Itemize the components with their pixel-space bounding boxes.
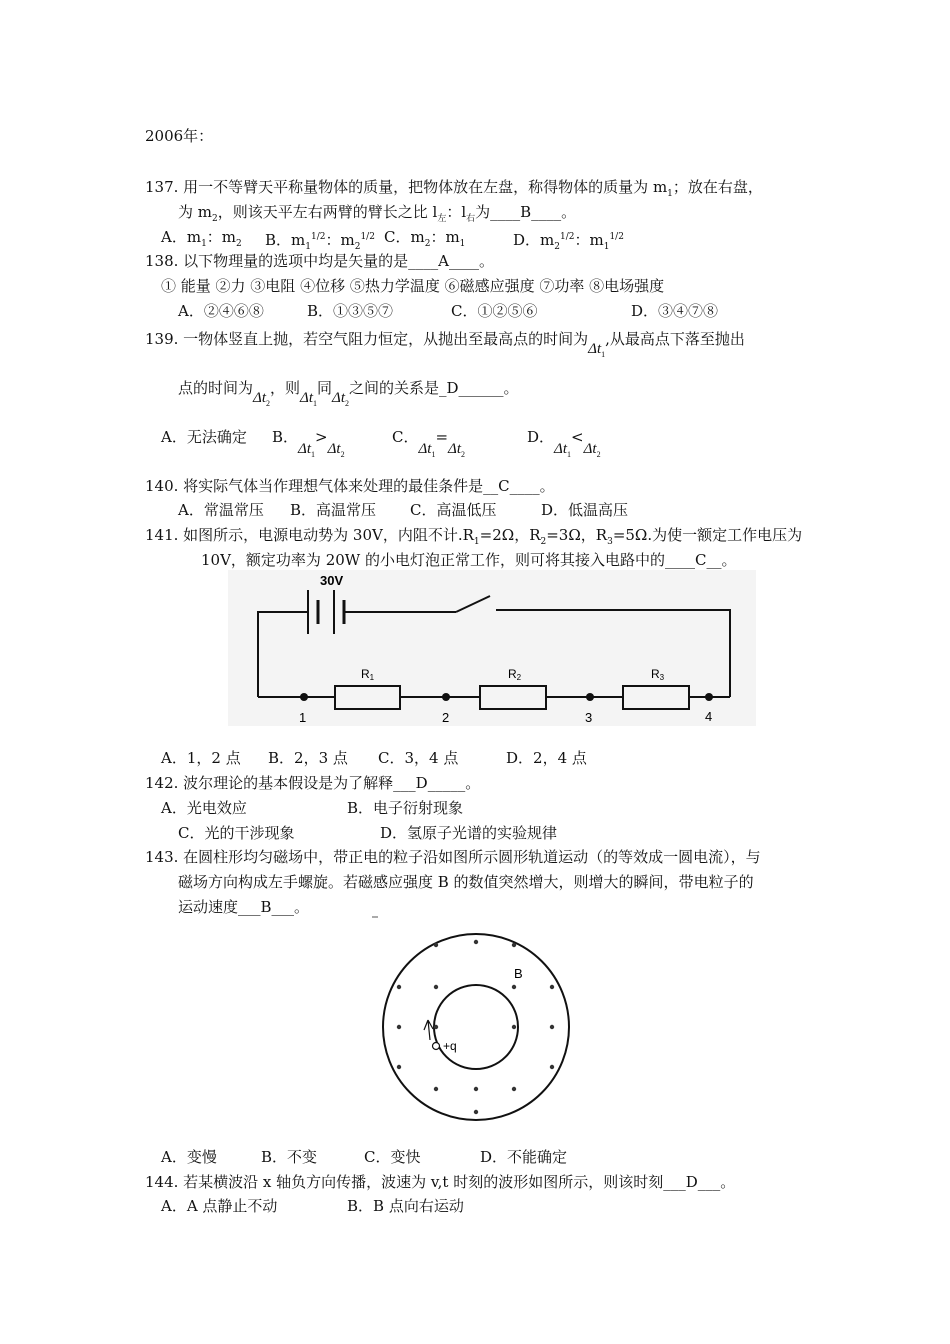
field-label: B	[514, 966, 523, 981]
field-dot	[397, 985, 401, 989]
q141-text: 141. 如图所示，电源电动势为 30V，内阻不计.R	[145, 526, 474, 544]
q139-text: ,从最高点下落至抛出	[605, 330, 745, 348]
outer-field-boundary	[383, 934, 569, 1120]
node-label-1: 1	[299, 710, 307, 725]
q137-text: ，则该天平左右两臂的臂长之比 l	[217, 203, 438, 221]
q137-sub: 2	[554, 242, 560, 252]
q137-sup: 1/2	[560, 232, 575, 242]
q137-option-a	[161, 227, 242, 254]
q137-text: ：m	[325, 231, 355, 249]
q137-sup: 1/2	[609, 232, 624, 242]
q141-option-c: C．3，4 点	[378, 749, 459, 767]
field-dot	[550, 1025, 554, 1029]
q142-option-c: C．光的干涉现象	[178, 824, 295, 842]
field-dot	[474, 940, 478, 944]
circuit-diagram	[228, 570, 756, 726]
q139-option-c	[392, 427, 466, 459]
q142-option-a: A．光电效应	[161, 799, 247, 817]
r-sub: 3	[659, 673, 665, 682]
q139-text: 点的时间为	[178, 379, 254, 397]
q137-sub: 2	[236, 239, 242, 249]
r-sub: 2	[516, 673, 522, 682]
q138-option-d: D．③④⑦⑧	[631, 302, 719, 320]
battery-label: 30V	[320, 573, 344, 588]
q139-sub: 2	[340, 450, 345, 459]
q144-option-b: B．B 点向右运动	[347, 1197, 464, 1215]
q139-relation: =	[435, 428, 449, 446]
q139-sub: 2	[461, 450, 466, 459]
q144-option-a: A．A 点静止不动	[161, 1197, 278, 1215]
q139-sub: 1	[313, 399, 317, 408]
q139-line1	[145, 329, 745, 359]
node-label-2: 2	[442, 710, 450, 725]
node-label-4: 4	[705, 709, 713, 724]
field-dot	[512, 985, 516, 989]
q139-delta: Δt	[554, 441, 568, 457]
q137-text: A．m	[161, 228, 202, 246]
q137-text: 为 m	[178, 203, 212, 221]
q137-text: ；放在右盘，	[672, 178, 763, 196]
q141-text: =2Ω，R	[479, 526, 541, 544]
field-dot	[512, 1025, 516, 1029]
q137-text: ：m	[574, 231, 604, 249]
q139-relation: <	[571, 428, 584, 446]
q137-sub: 1	[305, 242, 311, 252]
q139-option-d	[527, 427, 601, 459]
q137-text: B．m	[265, 231, 306, 249]
q139-delta: Δt	[300, 390, 313, 406]
q139-delta: Δt	[583, 441, 597, 457]
q139-delta: Δt	[332, 390, 345, 406]
delta-t1	[300, 390, 317, 406]
particle-label: +q	[443, 1039, 457, 1053]
q143-line1: 143. 在圆柱形均匀磁场中，带正电的粒子沿如图所示圆形轨道运动（的等效成一圆电流），与	[145, 848, 761, 866]
q137-sup: 1/2	[310, 232, 326, 242]
q137-sub: 1	[201, 239, 207, 249]
q141-option-d: D．2，4 点	[506, 749, 587, 767]
delta-t2	[584, 441, 601, 457]
q139-text: C．	[392, 428, 419, 446]
q143-line3: 运动速度___B___。	[178, 898, 310, 916]
delta-t2	[332, 390, 349, 406]
q139-delta: Δt	[448, 441, 462, 457]
q137-text: 137. 用一不等臂天平称量物体的质量，把物体放在左盘，称得物体的质量为 m	[145, 178, 668, 196]
q141-line1	[145, 525, 802, 552]
field-dot	[434, 1025, 438, 1029]
field-dot	[474, 1110, 478, 1114]
q138-option-b: B．①③⑤⑦	[307, 302, 394, 320]
q138-option-c: C．①②⑤⑥	[451, 302, 538, 320]
q137-sub: 1	[603, 242, 610, 252]
q139-text: B．	[272, 428, 299, 446]
q137-sub: 2	[424, 239, 431, 249]
q139-sub: 1	[601, 350, 606, 359]
field-dot	[397, 1025, 401, 1029]
field-dot	[550, 985, 554, 989]
q143-option-c: C．变快	[364, 1148, 421, 1166]
q139-sub: 2	[596, 450, 601, 459]
q137-text: C．m	[384, 228, 425, 246]
q137-text: D．m	[513, 231, 555, 249]
q137-sub: 左	[437, 214, 447, 224]
q139-text: 同	[317, 379, 333, 397]
q140-option-d: D．低温高压	[541, 501, 629, 519]
q137-option-c	[384, 227, 465, 254]
q137-text: ：m	[430, 228, 460, 246]
q144-stem: 144. 若某横波沿 x 轴负方向传播，波速为 v,t 时刻的波形如图所示，则该时刻___D___。	[145, 1173, 736, 1191]
q139-delta: Δt	[298, 441, 312, 457]
q139-sub: 2	[266, 399, 270, 408]
charged-particle	[433, 1043, 440, 1050]
q137-text: ：l	[446, 203, 467, 221]
r-letter: R	[361, 667, 370, 681]
q137-sup: 1/2	[360, 232, 375, 242]
q137-sub: 2	[212, 214, 218, 224]
q139-option-b	[272, 427, 345, 459]
q142-stem: 142. 波尔理论的基本假设是为了解释___D_____。	[145, 774, 481, 792]
q138-option-a: A．②④⑥⑧	[178, 302, 264, 320]
q139-sub: 1	[431, 450, 436, 459]
field-dot	[397, 1065, 401, 1069]
q137-option-d	[513, 227, 624, 257]
node-3	[586, 693, 594, 701]
particle-orbit	[434, 985, 518, 1069]
q138-items: ① 能量 ②力 ③电阻 ④位移 ⑤热力学温度 ⑥磁感应强度 ⑦功率 ⑧电场强度	[161, 277, 665, 295]
q140-option-a: A．常温常压	[178, 501, 264, 519]
delta-t1	[588, 341, 605, 357]
q141-option-a: A．1，2 点	[161, 749, 241, 767]
q139-sub: 1	[311, 450, 316, 459]
q139-option-a: A．无法确定	[161, 428, 247, 446]
delta-t2	[328, 441, 345, 457]
q139-delta: Δt	[588, 341, 602, 357]
q140-stem: 140. 将实际气体当作理想气体来处理的最佳条件是__C____。	[145, 477, 555, 495]
q139-delta: Δt	[327, 441, 341, 457]
delta-t2	[448, 441, 465, 457]
field-dot	[512, 1087, 516, 1091]
q141-option-b: B．2，3 点	[268, 749, 348, 767]
q139-delta: Δt	[418, 441, 432, 457]
q137-line2	[178, 202, 576, 229]
q137-sub: 1	[459, 239, 466, 249]
q137-line1	[145, 177, 763, 204]
q139-relation: >	[315, 428, 328, 446]
q140-option-c: C．高温低压	[410, 501, 497, 519]
field-dot	[512, 943, 516, 947]
q143-line2: 磁场方向构成左手螺旋。若磁感应强度 B 的数值突然增大，则增大的瞬间，带电粒子的	[178, 873, 754, 891]
q139-line2	[178, 378, 519, 408]
delta-t2	[253, 390, 270, 406]
q139-delta: Δt	[253, 390, 266, 406]
q140-option-b: B．高温常压	[290, 501, 377, 519]
q143-option-d: D．不能确定	[480, 1148, 568, 1166]
q141-text: =5Ω.为使一额定工作电压为	[612, 526, 803, 544]
r-sub: 1	[369, 673, 375, 682]
r-letter: R	[651, 667, 660, 681]
q137-sub: 右	[466, 214, 476, 224]
year-heading: 2006年：	[145, 127, 214, 145]
q139-text: 之间的关系是_D______。	[349, 379, 519, 397]
magnetic-field-diagram	[366, 912, 590, 1132]
field-dot	[434, 1087, 438, 1091]
delta-t1	[298, 441, 315, 457]
q137-sub: 1	[667, 189, 673, 199]
q142-option-b: B．电子衍射现象	[347, 799, 464, 817]
q141-sub: 2	[540, 537, 547, 547]
q138-stem: 138. 以下物理量的选项中均是矢量的是____A____。	[145, 252, 495, 270]
q141-text: =3Ω，R	[546, 526, 608, 544]
node-4	[705, 693, 713, 701]
q143-option-b: B．不变	[261, 1148, 318, 1166]
delta-t1	[418, 441, 435, 457]
node-2	[442, 693, 450, 701]
q139-text: 139. 一物体竖直上抛，若空气阻力恒定，从抛出至最高点的时间为	[145, 330, 589, 348]
q137-text: 为____B____。	[475, 203, 577, 221]
node-label-3: 3	[585, 710, 593, 725]
q137-sub: 2	[354, 242, 361, 252]
field-dot	[434, 985, 438, 989]
velocity-arrow	[424, 1020, 433, 1040]
q139-text: ，则	[270, 379, 301, 397]
q141-sub: 3	[607, 537, 613, 547]
field-dot	[434, 943, 438, 947]
q143-option-a: A．变慢	[161, 1148, 217, 1166]
q139-sub: 1	[567, 450, 572, 459]
r-letter: R	[508, 667, 517, 681]
q139-text: D．	[527, 428, 555, 446]
q139-sub: 2	[345, 399, 349, 408]
q142-option-d: D．氢原子光谱的实验规律	[380, 824, 558, 842]
delta-t1	[554, 441, 571, 457]
q141-sub: 1	[473, 537, 480, 547]
q137-text: ：m	[206, 228, 237, 246]
field-dot	[474, 1087, 478, 1091]
field-dot	[550, 1065, 554, 1069]
node-1	[300, 693, 308, 701]
q141-line2: 10V，额定功率为 20W 的小电灯泡正常工作，则可将其接入电路中的____C__。	[201, 551, 737, 569]
